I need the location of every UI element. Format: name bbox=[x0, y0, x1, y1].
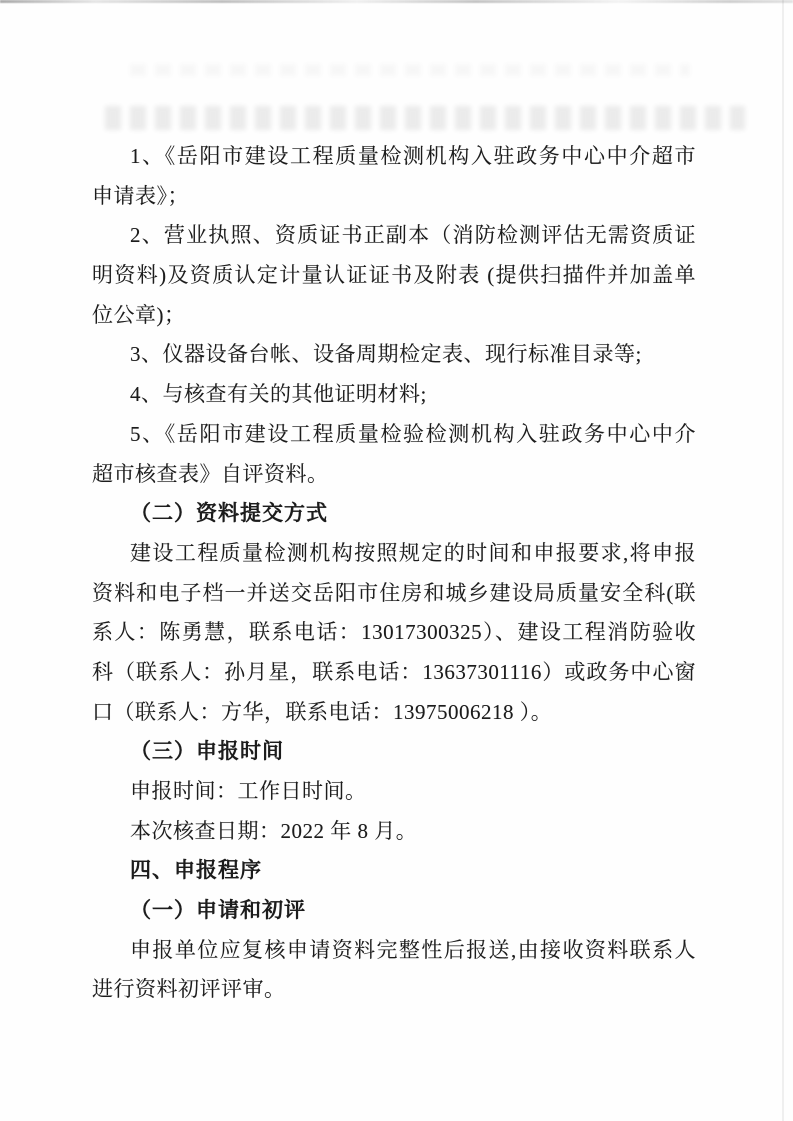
text-line: 申报时间：工作日时间。 bbox=[130, 779, 367, 803]
text-line: 申请表》； bbox=[92, 183, 189, 208]
text-line: 系人：陈勇慧，联系电话：13017300325）、建设工程消防验收 bbox=[92, 620, 696, 645]
text-line: 2、营业执照、资质证书正副本（消防检测评估无需资质证 bbox=[130, 223, 696, 248]
text-line: 位公章)； bbox=[92, 302, 186, 327]
text-line: 明资料)及资质认定计量认证证书及附表 (提供扫描件并加盖单 bbox=[92, 263, 696, 288]
text-line: 5、《岳阳市建设工程质量检验检测机构入驻政务中心中介 bbox=[130, 421, 696, 446]
scan-right-edge-line bbox=[782, 0, 784, 1121]
text-line: 科（联系人：孙月星，联系电话：13637301116）或政务中心窗 bbox=[92, 659, 696, 684]
scan-ghost-band bbox=[105, 106, 745, 130]
text-line: 建设工程质量检测机构按照规定的时间和申报要求,将申报 bbox=[130, 540, 696, 565]
heading-line: （三）申报时间 bbox=[130, 739, 284, 764]
heading-line: 四、申报程序 bbox=[130, 858, 262, 883]
text-line: 1、《岳阳市建设工程质量检测机构入驻政务中心中介超市 bbox=[130, 144, 696, 168]
text-line: 超市核查表》自评资料。 bbox=[92, 461, 329, 486]
document-text bbox=[92, 137, 696, 1010]
text-line: 本次核查日期：2022 年 8 月。 bbox=[130, 818, 418, 843]
text-line: 3、仪器设备台帐、设备周期检定表、现行标准目录等; bbox=[130, 342, 642, 367]
text-line: 进行资料初评评审。 bbox=[92, 977, 286, 1002]
heading-line: （一）申请和初评 bbox=[130, 898, 306, 923]
text-line: 资料和电子档一并送交岳阳市住房和城乡建设局质量安全科(联 bbox=[92, 580, 696, 605]
scan-ghost-band-faint bbox=[130, 64, 690, 76]
scan-top-edge-artifact bbox=[0, 0, 793, 3]
heading-line: （二）资料提交方式 bbox=[130, 501, 328, 526]
text-line: 4、与核查有关的其他证明材料; bbox=[130, 382, 427, 407]
text-line: 申报单位应复核申请资料完整性后报送,由接收资料联系人 bbox=[130, 937, 696, 962]
text-line: 口（联系人：方华，联系电话：13975006218 ）。 bbox=[92, 699, 553, 724]
